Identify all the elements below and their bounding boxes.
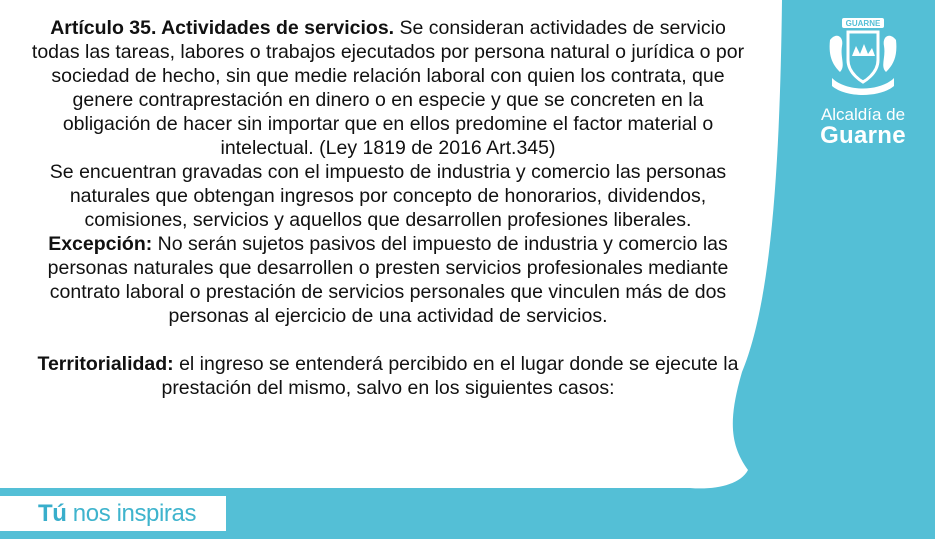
article-35-paragraph [28,16,748,160]
crest-mountains [852,44,875,56]
guarne-logo [808,14,918,148]
slogan-part1: Tú [38,500,67,527]
coat-of-arms-icon [820,14,906,98]
exception-paragraph [28,232,748,328]
text-panel-edge [0,0,16,488]
logo-name: Guarne [820,122,906,149]
taxed-paragraph: Se encuentran gravadas con el impuesto de industria y comercio las personas naturales que obtengan ingresos por concepto de honorarios, dividendos, comisiones, servicios y aquellos que desarrollen profesiones liberales. [49,161,727,231]
article-heading: Artículo 35. Actividades de servicios. [50,17,395,39]
territoriality-label: Territorialidad: [37,353,174,375]
crest-lion-right [883,36,896,72]
paragraph-spacer [28,328,748,352]
slogan-banner [0,496,226,531]
article-intro: Se consideran actividades de servicio todas las tareas, labores o trabajos ejecutados por persona natural o jurídica o por sociedad de hecho, sin que medie relación laboral con quien los contrata, que genere contraprestación en dinero o en especie y que se concreten en la obligación de hacer sin importar que en ellos predomine el factor material o intelectual. (Ley 1819 de 2016 Art.345) [31,17,745,159]
article-text [28,16,748,400]
logo-title: Alcaldía de [820,105,906,124]
exception-label: Excepción: [48,233,153,255]
crest-ribbon-text: GUARNE [845,19,881,28]
crest-shield [848,32,878,82]
crest-lion-left [830,36,843,72]
slogan-text [38,500,196,528]
territoriality-paragraph [28,352,748,400]
territoriality-text: el ingreso se entenderá percibido en el lugar donde se ejecute la prestación del mismo, salvo en los siguientes casos: [161,353,739,399]
exception-text: No serán sujetos pasivos del impuesto de industria y comercio las personas naturales que desarrollen o presten servicios profesionales mediante contrato laboral o prestación de servicios personales que vinculen más de dos personas al ejercicio de una actividad de servicios. [47,233,729,327]
slogan-part2: nos inspiras [66,500,197,527]
